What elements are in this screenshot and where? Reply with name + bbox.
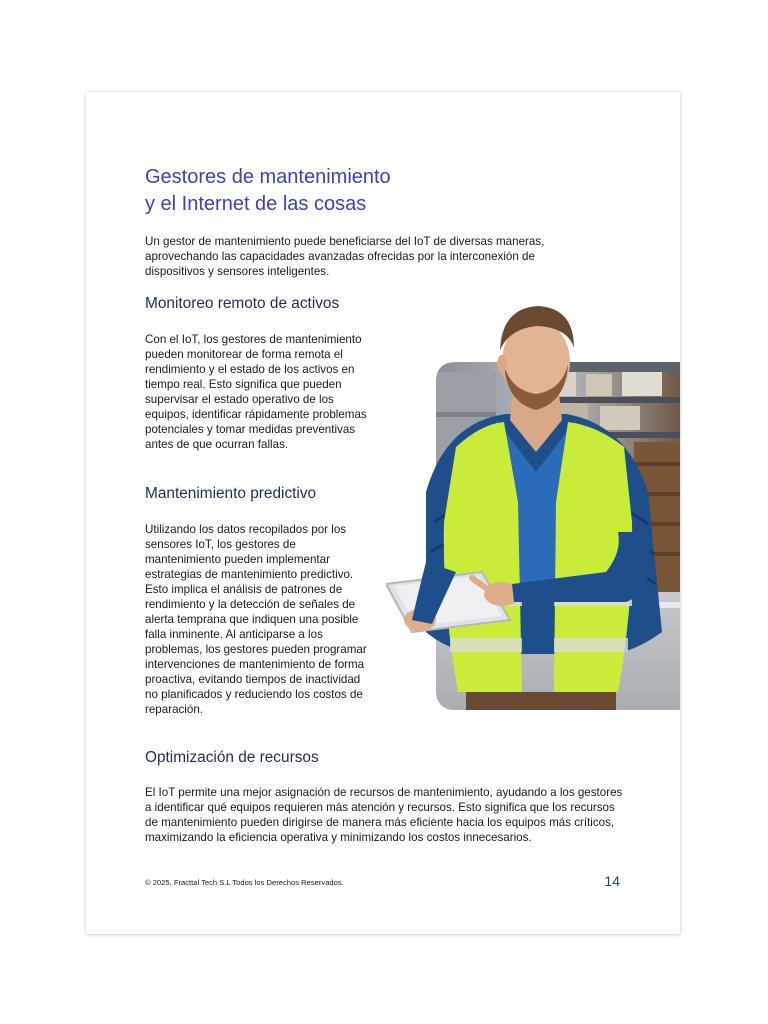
section-body-predictive-maintenance: Utilizando los datos recopilados por los sensores IoT, los gestores de mantenimiento pueden implementar estrategias de mantenimiento predictivo. Esto implica el análisis de patrones de rendimiento y la detección de señales de alerta temprana que indiquen una posible falla inminente. Al anticiparse a los problemas, los gestores pueden programar intervenciones de mantenimiento de forma proactiva, evitando tiempos de inactividad no planificados y reduciendo los costos de reparación. [145, 523, 367, 716]
title-line-1: Gestores de mantenimiento [145, 166, 391, 188]
worker-with-tablet-photo [386, 302, 680, 712]
intro-paragraph: Un gestor de mantenimiento puede beneficiarse del IoT de diversas maneras, aprovechando las capacidades avanzadas ofrecidas por la interconexión de dispositivos y sensores inteligentes. [145, 235, 545, 278]
section-heading-resource-optimization: Optimización de recursos [145, 749, 319, 766]
title-line-2: y el Internet de las cosas [145, 193, 367, 215]
section-heading-predictive-maintenance: Mantenimiento predictivo [145, 485, 317, 502]
section-body-resource-optimization: El IoT permite una mejor asignación de recursos de mantenimiento, ayudando a los gestores a identificar qué equipos requieren más atención y recursos. Esto significa que los recursos de mantenimiento pueden dirigirse de manera más eficiente hacia los equipos más críticos, maximizando la eficiencia operativa y minimizando los costos innecesarios. [145, 786, 623, 844]
section-body-remote-monitoring: Con el IoT, los gestores de mantenimiento pueden monitorear de forma remota el rendimiento y el estado de los activos en tiempo real. Esto significa que pueden supervisar el estado operativo de los equipos, identificar rápidamente problemas potenciales y tomar medidas preventivas antes de que ocurran fallas. [145, 333, 367, 451]
section-heading-remote-monitoring: Monitoreo remoto de activos [145, 295, 340, 312]
document-page [86, 92, 680, 934]
page-number: 14 [604, 873, 620, 889]
page-title [145, 164, 525, 218]
copyright-footer: © 2025, Fracttal Tech S.L Todos los Derechos Reservados. [145, 878, 344, 887]
